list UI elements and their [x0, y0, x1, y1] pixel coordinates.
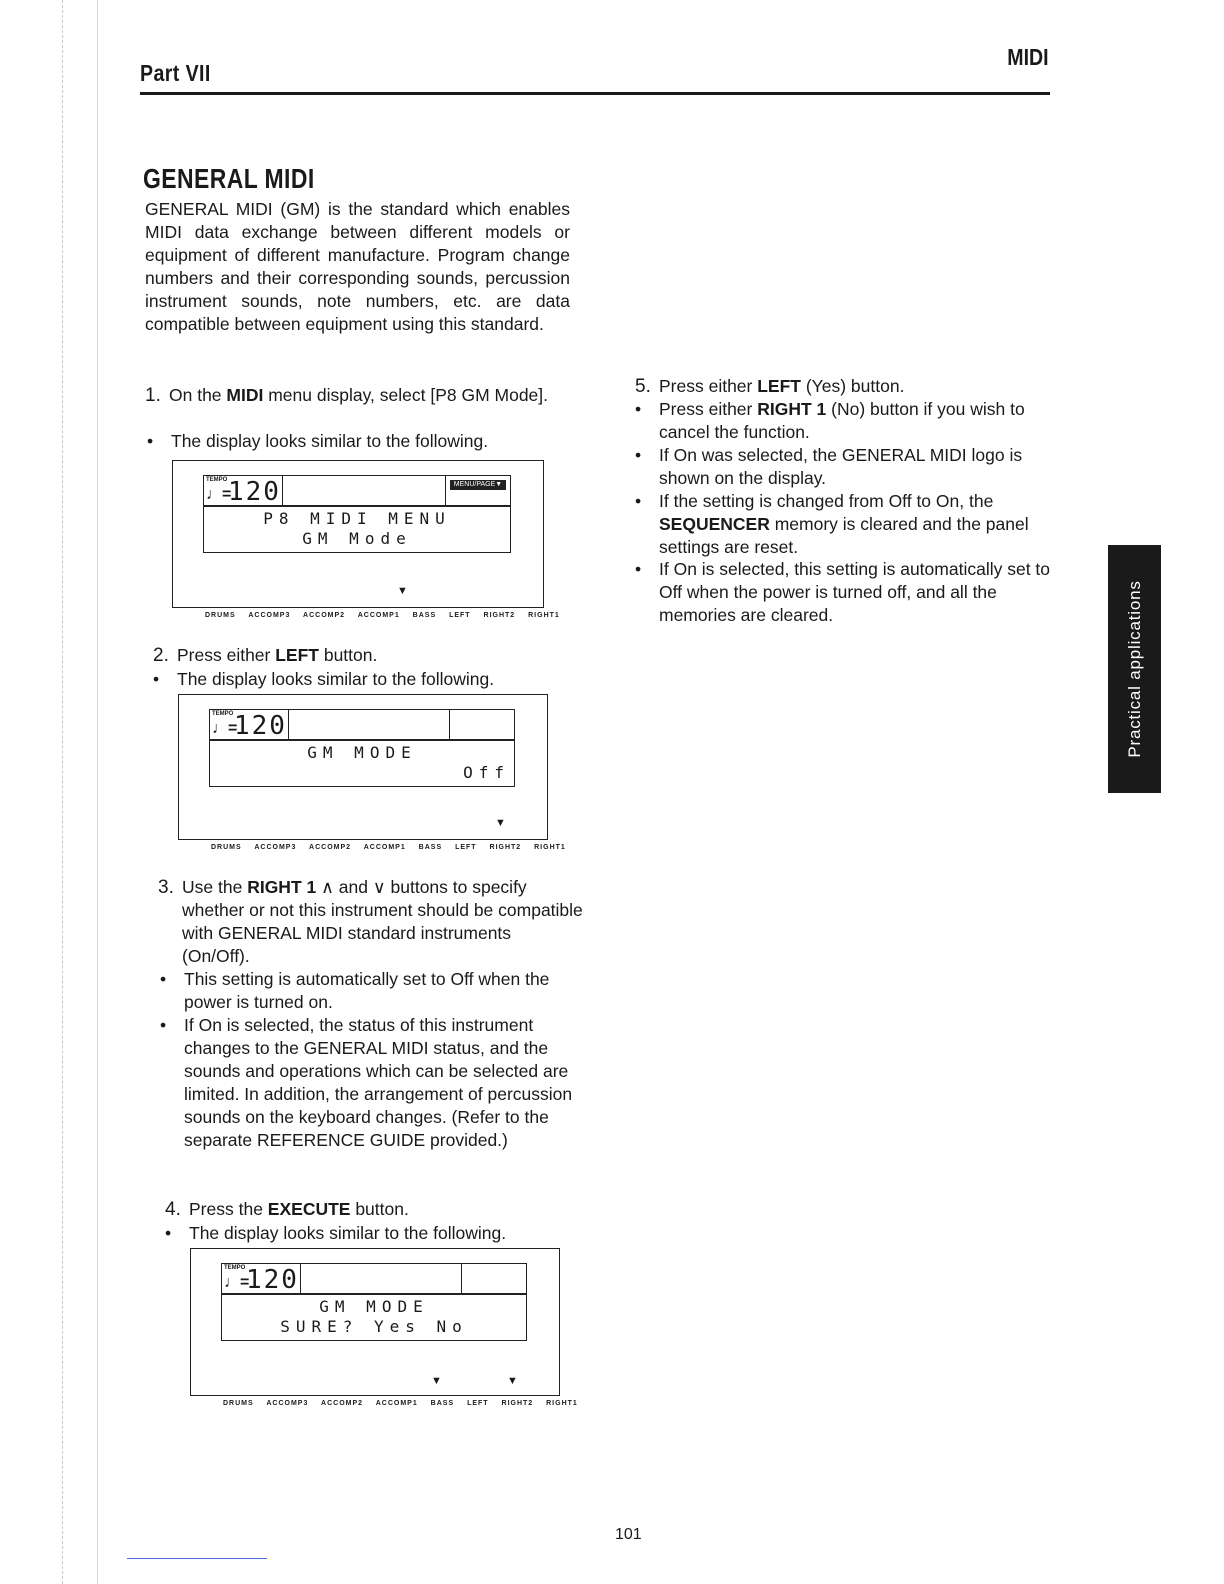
bullet-text: This setting is automatically set to Off when the power is turned on.	[184, 969, 550, 1012]
scan-edge	[62, 0, 63, 1584]
bullet-dot: •	[635, 559, 642, 579]
lcd-line-1: GM MODE	[307, 743, 417, 762]
tempo-label: TEMPO	[206, 477, 228, 483]
bullet-text: If On is selected, this setting is automatically set to Off when the power is turned off, and all the memories are cleared.	[659, 559, 1051, 625]
menu-page-label: MENU/PAGE▼	[450, 480, 506, 490]
step-text: Press the EXECUTE button.	[189, 1199, 409, 1219]
page-box	[449, 709, 515, 741]
menu-page-box	[445, 475, 511, 507]
lcd-line-2: GM Mode	[302, 529, 412, 548]
lcd-line-1: P8 MIDI MENU	[263, 509, 451, 528]
page-box	[461, 1263, 527, 1295]
bullet	[153, 668, 578, 691]
page-title: GENERAL MIDI	[143, 163, 315, 194]
step-text: Press either LEFT button.	[177, 645, 378, 665]
lcd-line-2: Off	[463, 763, 510, 782]
bullet-text: If the setting is changed from Off to On, the SEQUENCER memory is cleared and the panel settings are reset.	[659, 491, 1029, 557]
lcd-main-text	[209, 739, 515, 787]
bullet	[635, 558, 1060, 627]
step-text: Press either LEFT (Yes) button.	[659, 376, 905, 396]
step-number: 5.	[635, 376, 651, 397]
step-text: Use the RIGHT 1 ∧ and ∨ buttons to specify whether or not this instrument should be compatible with GENERAL MIDI standard instruments (On/Off).	[182, 877, 583, 966]
page-number: 101	[615, 1526, 642, 1543]
down-arrow-icon: ▼	[507, 1375, 518, 1387]
note-icon: ♩=	[212, 720, 238, 737]
lcd-footer-labels: DRUMS ACCOMP3 ACCOMP2 ACCOMP1 BASS LEFT RIGHT2 RIGHT1	[205, 612, 560, 619]
bullet-text: The display looks similar to the following.	[189, 1223, 507, 1243]
bullet-text: If On was selected, the GENERAL MIDI logo is shown on the display.	[659, 445, 1023, 488]
bullet-dot: •	[160, 969, 167, 989]
bullet	[160, 1014, 585, 1152]
lcd-main-text	[203, 505, 511, 553]
step-4	[165, 1198, 590, 1221]
bullet	[635, 490, 1060, 559]
tempo-value: 120	[234, 711, 287, 741]
down-arrow-icon: ▼	[495, 817, 506, 829]
tempo-box	[203, 475, 283, 507]
bullet-text: The display looks similar to the following.	[171, 431, 489, 451]
tempo-box	[221, 1263, 301, 1295]
scan-edge	[97, 0, 98, 1584]
note-icon: ♩=	[224, 1274, 250, 1291]
intro-paragraph: GENERAL MIDI (GM) is the standard which enables MIDI data exchange between different models or equipment of different manufacture. Program change numbers and their corresponding sounds, percussion instrument sounds, note numbers, etc. are data compatible between equipment using this standard.	[145, 199, 570, 334]
bullet	[635, 398, 1060, 444]
bullet-dot: •	[147, 431, 154, 451]
bullet-dot: •	[635, 491, 642, 511]
bullet-text: The display looks similar to the following.	[177, 669, 495, 689]
chapter-tab-label: Practical applications	[1124, 580, 1144, 758]
bullet-text: Press either RIGHT 1 (No) button if you wish to cancel the function.	[659, 399, 1025, 442]
bullet-dot: •	[635, 445, 642, 465]
bullet	[165, 1222, 590, 1245]
lcd-main-text	[221, 1293, 527, 1341]
lcd-footer-labels: DRUMS ACCOMP3 ACCOMP2 ACCOMP1 BASS LEFT RIGHT2 RIGHT1	[211, 844, 566, 851]
lcd-display-3	[190, 1248, 578, 1407]
step-5	[635, 375, 1060, 398]
tempo-label: TEMPO	[224, 1265, 246, 1271]
step-3	[158, 876, 583, 968]
bullet	[160, 968, 585, 1014]
down-arrow-icon: ▼	[431, 1375, 442, 1387]
step-number: 4.	[165, 1199, 181, 1220]
header-rule	[140, 92, 1050, 95]
down-arrow-icon: ▼	[397, 585, 408, 597]
step-2	[153, 644, 578, 667]
bullet-dot: •	[165, 1223, 172, 1243]
section-header: MIDI	[1007, 44, 1049, 70]
bullet	[147, 430, 572, 453]
tempo-label: TEMPO	[212, 711, 234, 717]
lcd-line-1: GM MODE	[319, 1297, 429, 1316]
footer-line	[127, 1558, 267, 1559]
lcd-footer-labels: DRUMS ACCOMP3 ACCOMP2 ACCOMP1 BASS LEFT RIGHT2 RIGHT1	[223, 1400, 578, 1407]
lcd-display-1	[172, 460, 560, 619]
note-icon: ♩=	[206, 486, 232, 503]
bullet-dot: •	[160, 1015, 167, 1035]
step-number: 3.	[158, 877, 174, 898]
step-number: 2.	[153, 645, 169, 666]
chapter-tab	[1108, 545, 1161, 793]
tempo-value: 120	[228, 477, 281, 507]
bullet-dot: •	[153, 669, 160, 689]
step-1	[145, 384, 570, 407]
tempo-value: 120	[246, 1265, 299, 1295]
step-text: On the MIDI menu display, select [P8 GM Mode].	[169, 385, 549, 405]
step-number: 1.	[145, 385, 161, 406]
lcd-line-2: SURE? Yes No	[280, 1317, 468, 1336]
part-header: Part VII	[140, 60, 211, 86]
bullet-dot: •	[635, 399, 642, 419]
tempo-box	[209, 709, 289, 741]
bullet	[635, 444, 1060, 490]
lcd-display-2	[178, 694, 566, 851]
bullet-text: If On is selected, the status of this instrument changes to the GENERAL MIDI status, and the sounds and operations which can be selected are limited. In addition, the arrangement of percussion sounds on the keyboard changes. (Refer to the separate REFERENCE GUIDE provided.)	[184, 1015, 573, 1150]
